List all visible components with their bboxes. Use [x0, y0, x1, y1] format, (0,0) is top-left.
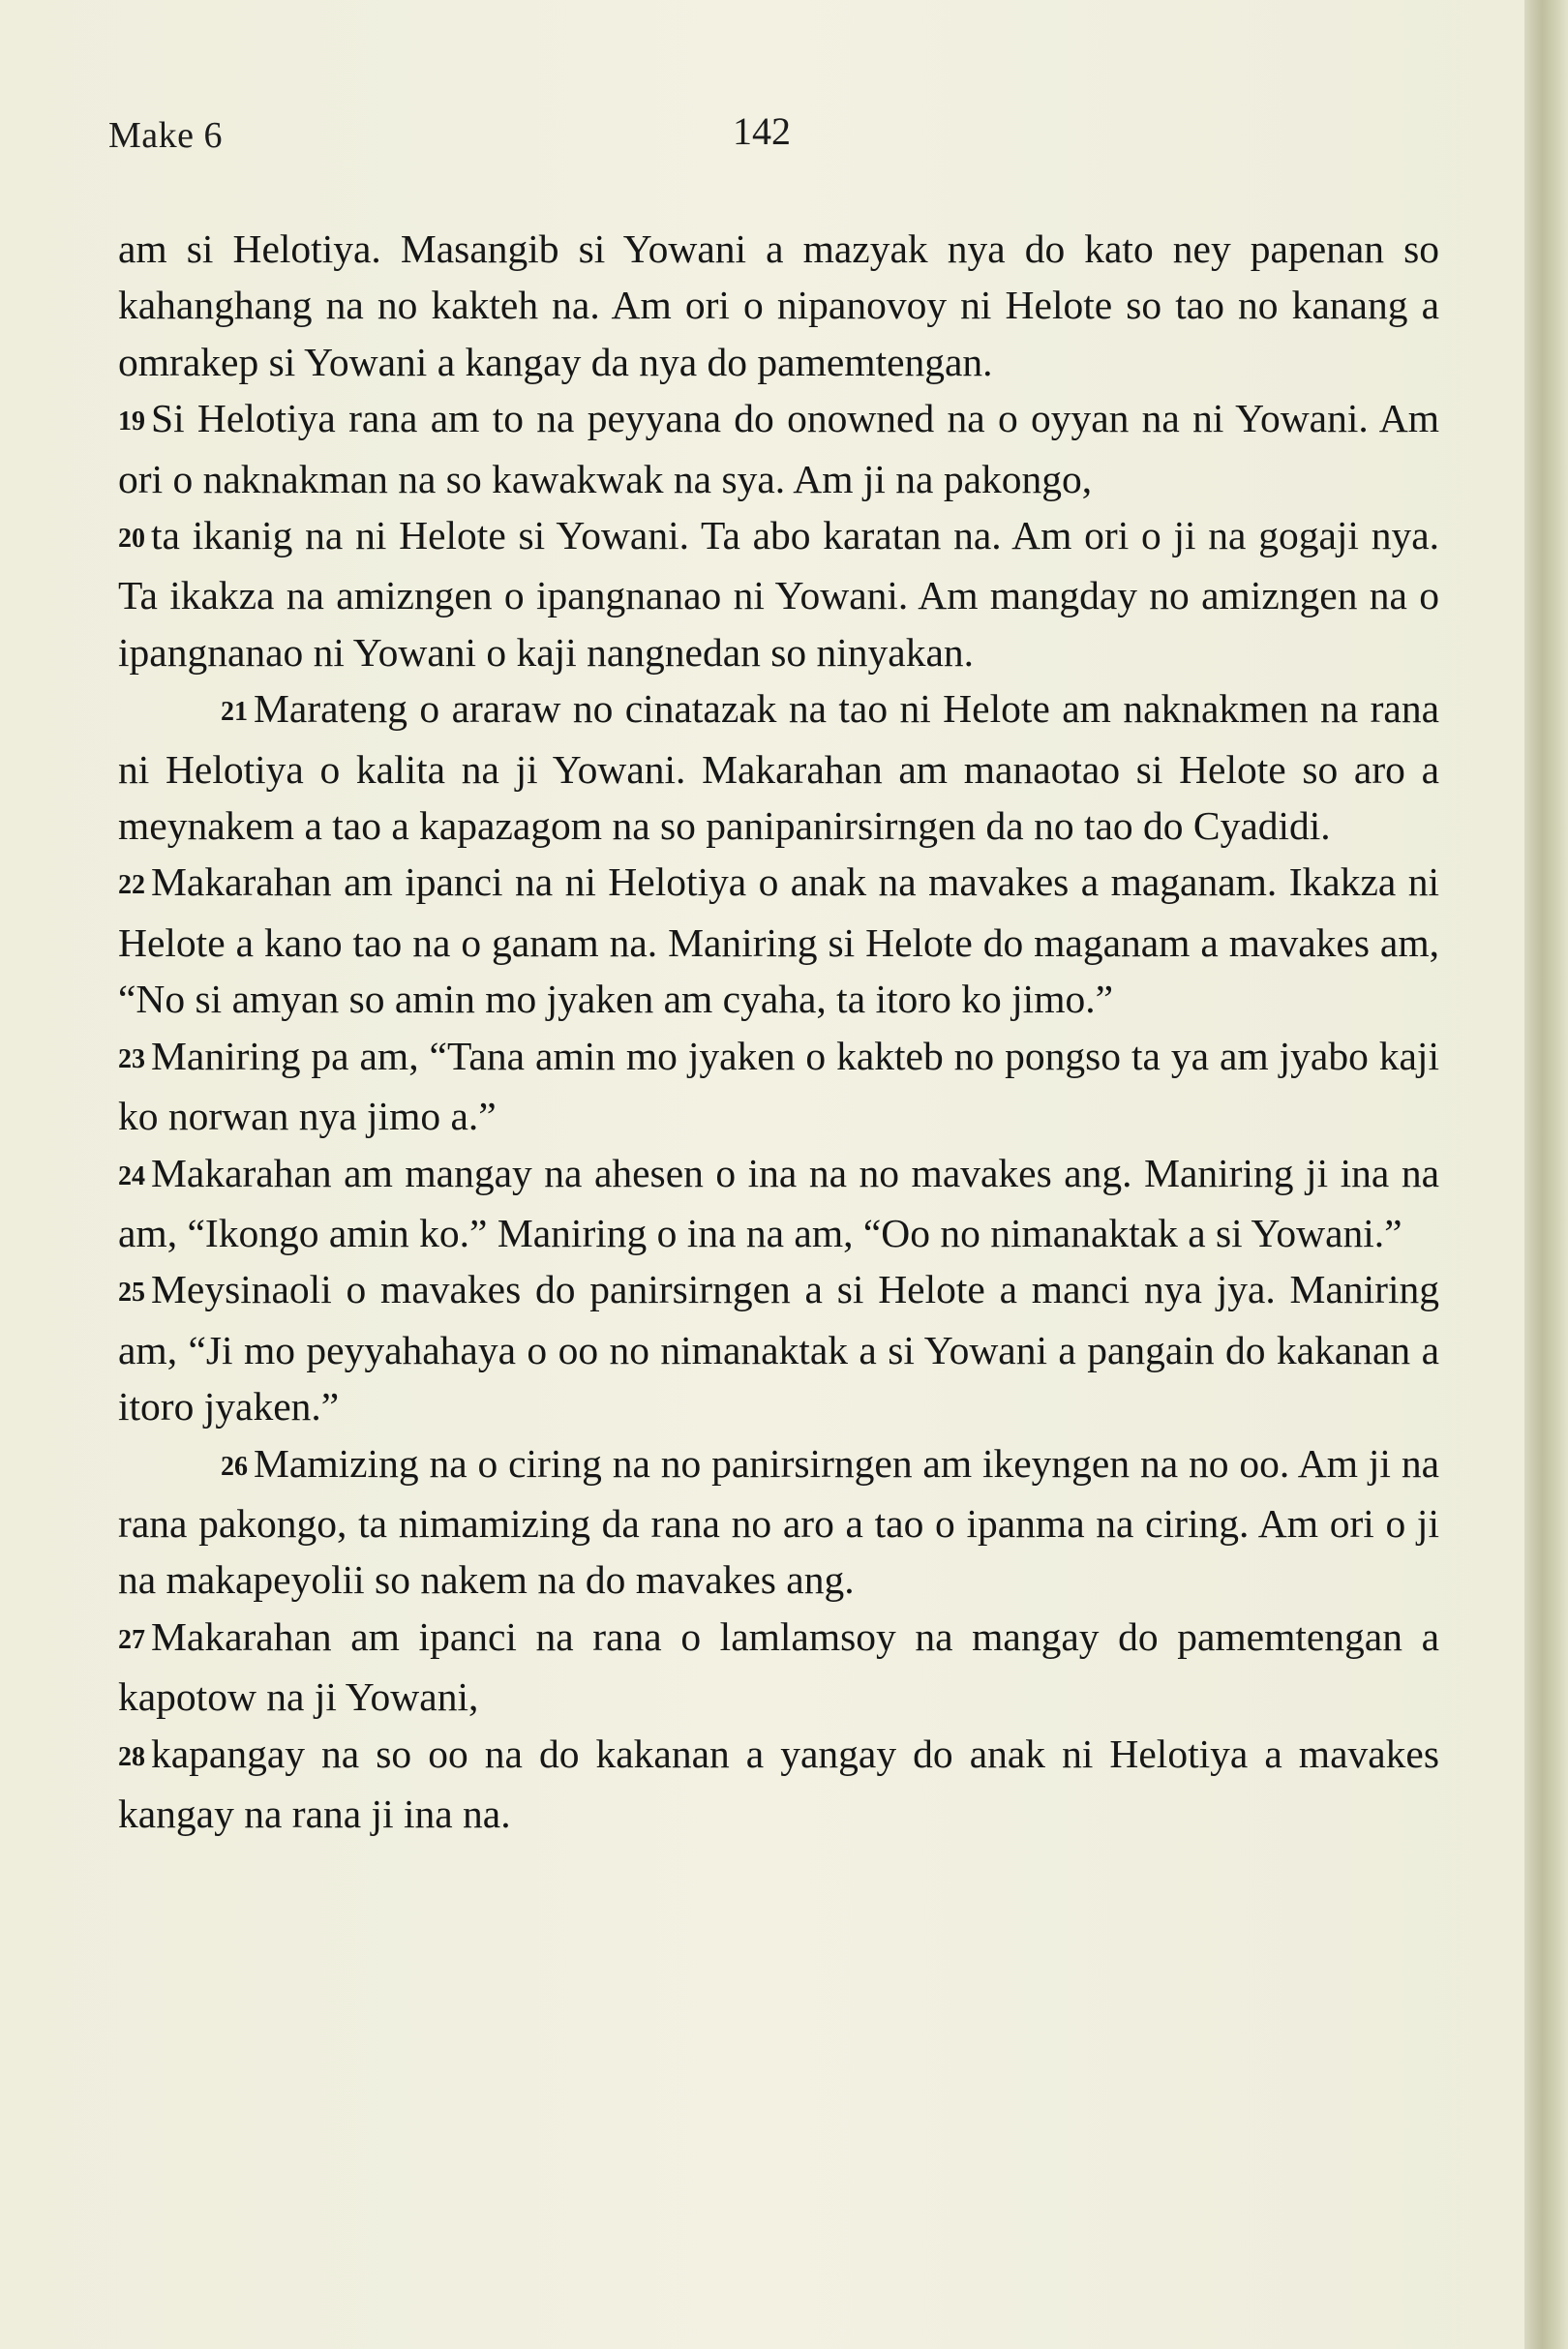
- verse-number: 22: [118, 870, 145, 901]
- verse-19: [118, 390, 1439, 507]
- verse-21: [118, 680, 1439, 854]
- verse-24: [118, 1145, 1439, 1262]
- verse-number: 24: [118, 1160, 145, 1191]
- verse-number: 25: [118, 1278, 145, 1309]
- verse-text: kapangay na so oo na do kakanan a yangay do anak ni Helotiya a mavakes kangay na rana ji ina na.: [118, 1731, 1439, 1836]
- running-head: Make 6: [108, 115, 224, 156]
- verse-text: Makarahan am mangay na ahesen o ina na no mavakes ang. Maniring ji ina na am, “Ikongo amin ko.” Maniring o ina na am, “Oo no nimanaktak a si Yowani.”: [118, 1150, 1439, 1255]
- verse-text: Si Helotiya rana am to na peyyana do onowned na o oyyan na ni Yowani. Am ori o naknakman na so kawakwak na sya. Am ji na pakongo,: [118, 396, 1439, 501]
- verse-number: 28: [118, 1741, 145, 1772]
- continuation-paragraph: am si Helotiya. Masangib si Yowani a mazyak nya do kato ney papenan so kahanghang na no kakteh na. Am ori o nipanovoy ni Helote so tao no kanang a omrakep si Yowani a kangay da nya do pamemtengan.: [118, 226, 1439, 384]
- scripture-text: [118, 221, 1439, 1842]
- verse-22: [118, 854, 1439, 1027]
- verse-23: [118, 1028, 1439, 1145]
- verse-text: Makarahan am ipanci na ni Helotiya o anak na mavakes a maganam. Ikakza ni Helote a kano tao na o ganam na. Maniring si Helote do maganam a mavakes am, “No si amyan so amin mo jyaken am cyaha, ta itoro ko jimo.”: [118, 859, 1439, 1022]
- verse-text: Makarahan am ipanci na rana o lamlamsoy na mangay do pamemtengan a kapotow na ji Yowani,: [118, 1613, 1439, 1720]
- verse-26: [118, 1435, 1439, 1609]
- verse-text: Maniring pa am, “Tana amin mo jyaken o kakteb no pongso ta ya am jyabo kaji ko norwan nya jimo a.”: [118, 1033, 1439, 1139]
- verse-number: 21: [221, 697, 248, 728]
- verse-number: 27: [118, 1624, 145, 1655]
- verse-text: Marateng o araraw no cinatazak na tao ni Helote am naknakmen na rana ni Helotiya o kalita na ji Yowani. Makarahan am manaotao si Helote so aro a meynakem a tao a kapazagom na so panipanirsirngen da no tao do Cyadidi.: [118, 686, 1439, 849]
- verse-20: [118, 507, 1439, 680]
- verse-text: ta ikanig na ni Helote si Yowani. Ta abo karatan na. Am ori o ji na gogaji nya. Ta ikakza na amizngen o ipangnanao ni Yowani. Am mangday no amizngen na o ipangnanao ni Yowani o kaji nangnedan so ninyakan.: [118, 513, 1439, 675]
- verse-number: 26: [221, 1451, 248, 1482]
- page-number: 142: [733, 109, 791, 153]
- verse-28: [118, 1726, 1439, 1843]
- verse-number: 19: [118, 407, 145, 437]
- verse-27: [118, 1609, 1439, 1726]
- verse-text: Mamizing na o ciring na no panirsirngen am ikeyngen na no oo. Am ji na rana pakongo, ta nimamizing da rana no aro a tao o ipanma na ciring. Am ori o ji na makapeyolii so nakem na do mavakes ang.: [118, 1440, 1439, 1603]
- verse-text: Meysinaoli o mavakes do panirsirngen a si Helote a manci nya jya. Maniring am, “Ji mo peyyahahaya o oo no nimanaktak a si Yowani a pangain do kakanan a itoro jyaken.”: [118, 1267, 1439, 1430]
- page-header: [0, 108, 1524, 166]
- verse-25: [118, 1261, 1439, 1434]
- verse-number: 20: [118, 524, 145, 555]
- verse-number: 23: [118, 1043, 145, 1074]
- book-page-edge: [1524, 0, 1568, 2349]
